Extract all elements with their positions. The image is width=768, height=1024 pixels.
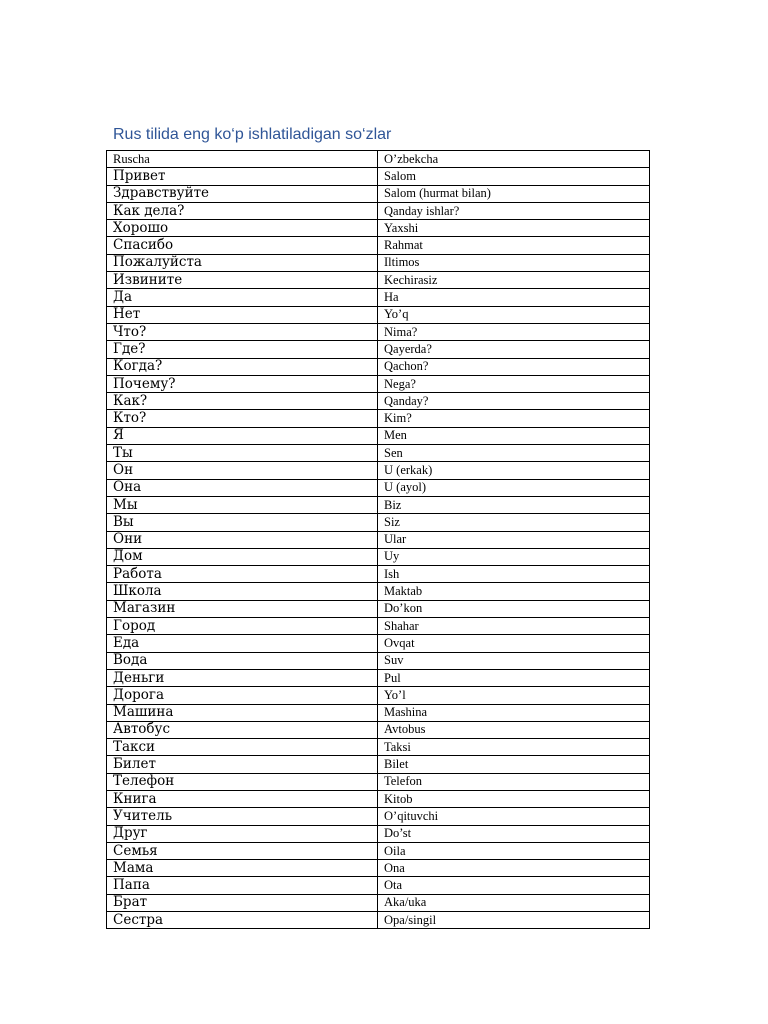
table-row (107, 652, 650, 669)
vocabulary-table (106, 150, 650, 929)
russian-word-cell: Работа (107, 566, 378, 583)
table-row (107, 566, 650, 583)
russian-word-cell: Магазин (107, 600, 378, 617)
russian-word-cell: Вы (107, 514, 378, 531)
table-row (107, 393, 650, 410)
uzbek-word-cell: Qachon? (378, 358, 650, 375)
uzbek-word-cell: Kechirasiz (378, 272, 650, 289)
header-russian: Ruscha (107, 151, 378, 168)
russian-word-cell: Когда? (107, 358, 378, 375)
vocabulary-table-body (107, 151, 650, 929)
table-row (107, 272, 650, 289)
table-row (107, 220, 650, 237)
uzbek-word-cell: Aka/uka (378, 894, 650, 911)
table-row (107, 462, 650, 479)
russian-word-cell: Такси (107, 739, 378, 756)
table-row (107, 583, 650, 600)
russian-word-cell: Город (107, 618, 378, 635)
uzbek-word-cell: Siz (378, 514, 650, 531)
table-row (107, 479, 650, 496)
table-row (107, 427, 650, 444)
table-row (107, 842, 650, 859)
table-row (107, 860, 650, 877)
table-row (107, 894, 650, 911)
russian-word-cell: Машина (107, 704, 378, 721)
table-row (107, 635, 650, 652)
uzbek-word-cell: Ish (378, 566, 650, 583)
uzbek-word-cell: Men (378, 427, 650, 444)
table-row (107, 721, 650, 738)
russian-word-cell: Друг (107, 825, 378, 842)
table-row (107, 445, 650, 462)
uzbek-word-cell: Nega? (378, 375, 650, 392)
uzbek-word-cell: Kitob (378, 790, 650, 807)
uzbek-word-cell: Ota (378, 877, 650, 894)
uzbek-word-cell: Shahar (378, 618, 650, 635)
uzbek-word-cell: Rahmat (378, 237, 650, 254)
table-row (107, 306, 650, 323)
uzbek-word-cell: Mashina (378, 704, 650, 721)
russian-word-cell: Да (107, 289, 378, 306)
uzbek-word-cell: Avtobus (378, 721, 650, 738)
russian-word-cell: Деньги (107, 669, 378, 686)
table-row (107, 877, 650, 894)
table-row (107, 185, 650, 202)
russian-word-cell: Еда (107, 635, 378, 652)
russian-word-cell: Где? (107, 341, 378, 358)
russian-word-cell: Семья (107, 842, 378, 859)
russian-word-cell: Что? (107, 323, 378, 340)
uzbek-word-cell: Ular (378, 531, 650, 548)
uzbek-word-cell: Oila (378, 842, 650, 859)
russian-word-cell: Дорога (107, 687, 378, 704)
russian-word-cell: Папа (107, 877, 378, 894)
russian-word-cell: Он (107, 462, 378, 479)
uzbek-word-cell: Suv (378, 652, 650, 669)
uzbek-word-cell: U (erkak) (378, 462, 650, 479)
russian-word-cell: Мы (107, 496, 378, 513)
uzbek-word-cell: Sen (378, 445, 650, 462)
uzbek-word-cell: Qanday? (378, 393, 650, 410)
table-row (107, 618, 650, 635)
russian-word-cell: Сестра (107, 912, 378, 929)
uzbek-word-cell: Do’kon (378, 600, 650, 617)
table-row (107, 202, 650, 219)
uzbek-word-cell: Kim? (378, 410, 650, 427)
uzbek-word-cell: Bilet (378, 756, 650, 773)
uzbek-word-cell: Salom (hurmat bilan) (378, 185, 650, 202)
uzbek-word-cell: Yo’l (378, 687, 650, 704)
table-row (107, 289, 650, 306)
uzbek-word-cell: Yo’q (378, 306, 650, 323)
table-row (107, 912, 650, 929)
table-row (107, 323, 650, 340)
uzbek-word-cell: Qanday ishlar? (378, 202, 650, 219)
table-row (107, 358, 650, 375)
russian-word-cell: Автобус (107, 721, 378, 738)
uzbek-word-cell: Do’st (378, 825, 650, 842)
uzbek-word-cell: Pul (378, 669, 650, 686)
uzbek-word-cell: O’qituvchi (378, 808, 650, 825)
table-row (107, 410, 650, 427)
table-row (107, 514, 650, 531)
table-row (107, 496, 650, 513)
uzbek-word-cell: Ovqat (378, 635, 650, 652)
table-row (107, 237, 650, 254)
russian-word-cell: Брат (107, 894, 378, 911)
russian-word-cell: Учитель (107, 808, 378, 825)
russian-word-cell: Хорошо (107, 220, 378, 237)
uzbek-word-cell: Telefon (378, 773, 650, 790)
russian-word-cell: Они (107, 531, 378, 548)
russian-word-cell: Здравствуйте (107, 185, 378, 202)
table-row (107, 790, 650, 807)
russian-word-cell: Ты (107, 445, 378, 462)
uzbek-word-cell: U (ayol) (378, 479, 650, 496)
uzbek-word-cell: Nima? (378, 323, 650, 340)
russian-word-cell: Книга (107, 790, 378, 807)
table-row (107, 669, 650, 686)
table-row (107, 341, 650, 358)
uzbek-word-cell: Iltimos (378, 254, 650, 271)
russian-word-cell: Дом (107, 548, 378, 565)
uzbek-word-cell: Maktab (378, 583, 650, 600)
table-row (107, 531, 650, 548)
document-title: Rus tilida eng ko‘p ishlatiladigan so‘zlar (113, 126, 392, 143)
table-row (107, 739, 650, 756)
uzbek-word-cell: Yaxshi (378, 220, 650, 237)
russian-word-cell: Как дела? (107, 202, 378, 219)
table-row (107, 756, 650, 773)
table-header-row (107, 151, 650, 168)
russian-word-cell: Почему? (107, 375, 378, 392)
russian-word-cell: Нет (107, 306, 378, 323)
russian-word-cell: Вода (107, 652, 378, 669)
uzbek-word-cell: Ha (378, 289, 650, 306)
russian-word-cell: Привет (107, 168, 378, 185)
russian-word-cell: Пожалуйста (107, 254, 378, 271)
uzbek-word-cell: Taksi (378, 739, 650, 756)
russian-word-cell: Билет (107, 756, 378, 773)
table-row (107, 808, 650, 825)
uzbek-word-cell: Salom (378, 168, 650, 185)
russian-word-cell: Спасибо (107, 237, 378, 254)
russian-word-cell: Телефон (107, 773, 378, 790)
table-row (107, 600, 650, 617)
russian-word-cell: Она (107, 479, 378, 496)
russian-word-cell: Кто? (107, 410, 378, 427)
table-row (107, 687, 650, 704)
table-row (107, 704, 650, 721)
table-row (107, 773, 650, 790)
russian-word-cell: Как? (107, 393, 378, 410)
table-row (107, 254, 650, 271)
uzbek-word-cell: Biz (378, 496, 650, 513)
russian-word-cell: Школа (107, 583, 378, 600)
uzbek-word-cell: Uy (378, 548, 650, 565)
russian-word-cell: Мама (107, 860, 378, 877)
table-row (107, 168, 650, 185)
uzbek-word-cell: Qayerda? (378, 341, 650, 358)
uzbek-word-cell: Opa/singil (378, 912, 650, 929)
table-row (107, 548, 650, 565)
russian-word-cell: Извините (107, 272, 378, 289)
table-row (107, 825, 650, 842)
header-uzbek: O’zbekcha (378, 151, 650, 168)
table-row (107, 375, 650, 392)
russian-word-cell: Я (107, 427, 378, 444)
uzbek-word-cell: Ona (378, 860, 650, 877)
